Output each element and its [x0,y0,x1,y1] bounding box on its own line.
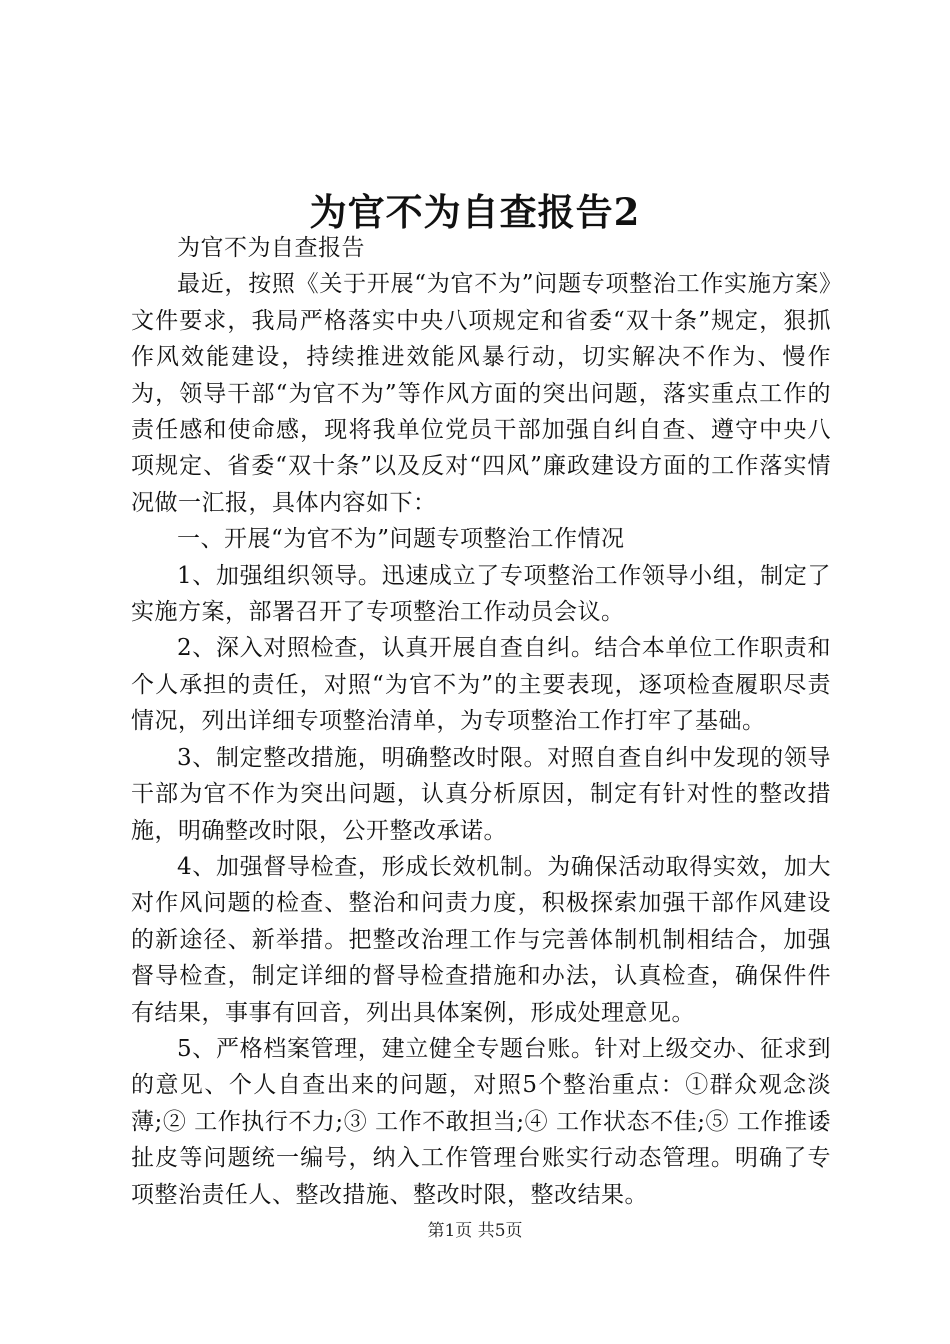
page-footer: 第1页 共5页 [427,1221,523,1241]
document-body [131,230,831,1213]
item-paragraph-5: 5、严格档案管理，建立健全专题台账。针对上级交办、征求到的意见、个人自查出来的问题，对照5个整治重点：①群众观念淡薄;② 工作执行不力;③ 工作不敢担当;④ 工作状态不佳;⑤ 工作推诿扯皮等问题统一编号，纳入工作管理台账实行动态管理。明确了专项整治责任人、整改措施、整改时限，整改结果。 [131,1035,831,1208]
section-heading: 一、开展“为官不为”问题专项整治工作情况 [177,526,625,553]
item-paragraph-2: 2、深入对照检查，认真开展自查自纠。结合本单位工作职责和个人承担的责任，对照“为官不为”的主要表现，逐项检查履职尽责情况，列出详细专项整治清单，为专项整治工作打牢了基础。 [131,635,831,735]
intro-paragraph: 最近，按照《关于开展“为官不为”问题专项整治工作实施方案》文件要求，我局严格落实中央八项规定和省委“双十条”规定，狠抓作风效能建设，持续推进效能风暴行动，切实解决不作为、慢作为，领导干部“为官不为”等作风方面的突出问题，落实重点工作的责任感和使命感，现将我单位党员干部加强自纠自查、遵守中央八项规定、省委“双十条”以及反对“四风”廉政建设方面的工作落实情况做一汇报，具体内容如下： [131,271,831,516]
document-title: 为官不为自查报告2 [309,190,641,234]
item-paragraph-3: 3、制定整改措施，明确整改时限。对照自查自纠中发现的领导干部为官不作为突出问题，认真分析原因，制定有针对性的整改措施，明确整改时限，公开整改承诺。 [131,744,831,844]
report-subtitle: 为官不为自查报告 [177,235,365,261]
item-paragraph-4: 4、加强督导检查，形成长效机制。为确保活动取得实效，加大对作风问题的检查、整治和问责力度，积极探索加强干部作风建设的新途径、新举措。把整改治理工作与完善体制机制相结合，加强督导检查，制定详细的督导检查措施和办法，认真检查，确保件件有结果，事事有回音，列出具体案例，形成处理意见。 [131,853,831,1026]
item-paragraph-1: 1、加强组织领导。迅速成立了专项整治工作领导小组，制定了实施方案，部署召开了专项整治工作动员会议。 [131,562,831,626]
